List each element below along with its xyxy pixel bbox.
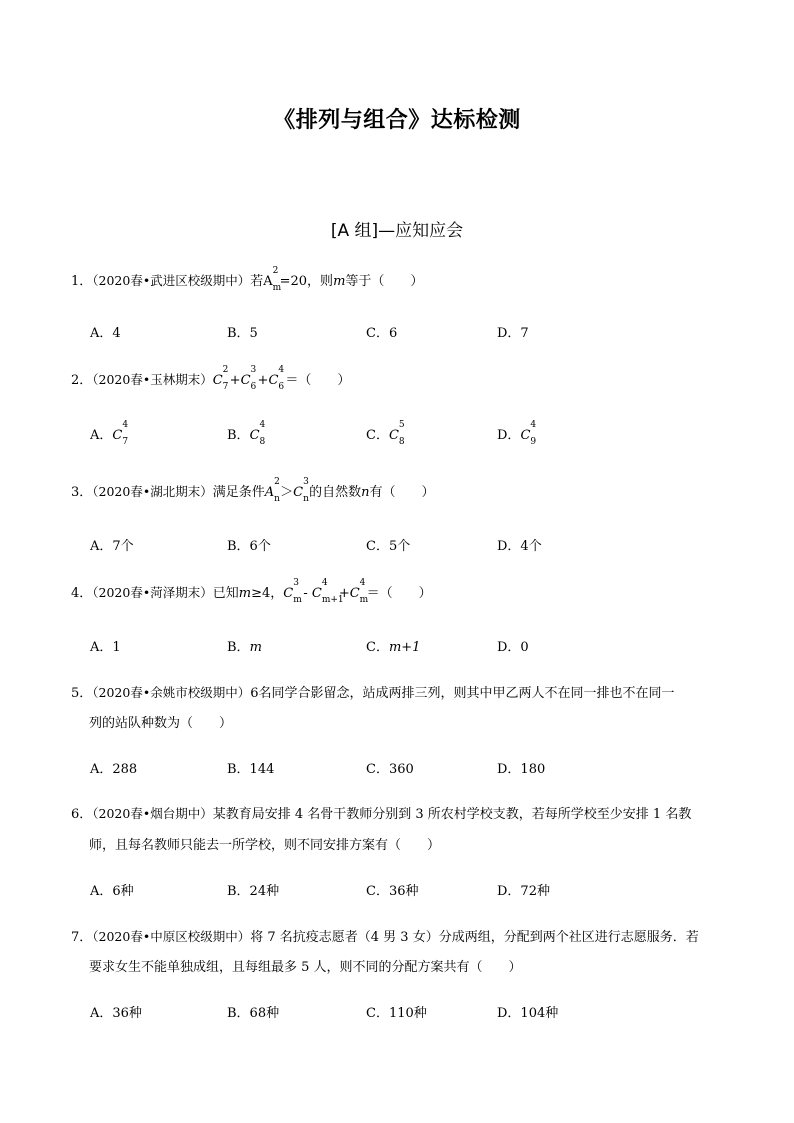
question-source: （2020春•烟台期中） (92, 806, 213, 821)
question-text: 等于（ ） (345, 274, 424, 289)
question-4 (71, 578, 432, 605)
option-b: B．C 4 8 (227, 420, 266, 447)
question-text: 将 7 名抗疫志愿者（4 男 3 女）分成两组，分配到两个社区进行志愿服务．若 (250, 930, 699, 945)
question-text: 6名同学合影留念，站成两排三列，则其中甲乙两人不在同一排也不在同一 (250, 686, 675, 701)
question-text: 若 (250, 274, 264, 289)
option-a: A．6种 (90, 884, 134, 899)
math-permutation: A 2 m (263, 266, 282, 293)
question-text: ≥4， (251, 586, 284, 601)
document-title: 《排列与组合》达标检测 (273, 108, 521, 133)
option-c: C．m+1 (366, 640, 421, 655)
question-5-continuation: 列的站队种数为（ ） (89, 716, 233, 731)
question-2 (71, 365, 351, 392)
math-variable: m (333, 274, 346, 289)
question-number: 6． (71, 807, 93, 822)
option-d: D．4个 (497, 539, 542, 554)
option-d: D．104种 (497, 1006, 559, 1021)
option-d: D．C 4 9 (497, 420, 537, 447)
option-a: A．36种 (90, 1006, 142, 1021)
math-variable: n (361, 485, 370, 500)
question-6-continuation: 师，且每名教师只能去一所学校，则不同安排方案有（ ） (89, 838, 441, 853)
option-b: B．24种 (227, 884, 280, 899)
question-text: 满足条件 (212, 485, 265, 500)
math-combination: C 3 n (293, 477, 309, 504)
option-c: C．36种 (366, 884, 419, 899)
question-number: 7． (71, 930, 93, 945)
question-source: （2020春•玉林期末） (92, 372, 213, 387)
question-6 (71, 806, 691, 823)
question-number: 1． (71, 274, 93, 289)
option-d: D．180 (497, 762, 546, 777)
math-combination: C 2 7 (212, 365, 229, 392)
question-text: 已知 (212, 586, 239, 601)
option-a: A．4 (90, 326, 121, 341)
option-c: C．5个 (366, 539, 411, 554)
question-number: 5． (71, 686, 93, 701)
math-combination: C 3 6 (240, 365, 257, 392)
question-source: （2020春•武进区校级期中） (92, 273, 251, 288)
math-combination: C 4 6 (268, 365, 285, 392)
math-combination: C 4 m+1 (311, 578, 344, 605)
math-operator: + (338, 586, 350, 601)
option-c: C．360 (366, 762, 414, 777)
question-7-continuation: 要求女生不能单独成组，且每组最多 5 人，则不同的分配方案共有（ ） (89, 960, 522, 975)
option-a: A．288 (90, 762, 138, 777)
math-operator: + (229, 373, 241, 388)
question-number: 3． (71, 485, 93, 500)
question-number: 2． (71, 373, 93, 388)
math-permutation: A 2 n (264, 477, 280, 504)
question-source: （2020春•湖北期末） (92, 484, 213, 499)
question-source: （2020春•余姚市校级期中） (92, 685, 251, 700)
math-operator: + (257, 373, 269, 388)
option-b: B．5 (227, 326, 258, 341)
group-title: [A 组]—应知应会 (330, 221, 464, 241)
math-operator: - (299, 586, 312, 601)
question-text: ＝（ ） (366, 586, 432, 601)
option-b: B．6个 (227, 539, 271, 554)
option-a: A．1 (90, 640, 121, 655)
question-text: =20，则 (279, 274, 334, 289)
option-b: B．m (227, 640, 262, 655)
option-c: C．C 5 8 (366, 420, 405, 447)
question-text: 有（ ） (369, 485, 435, 500)
question-7 (71, 929, 699, 946)
question-5 (71, 685, 675, 702)
option-c: C．110种 (366, 1006, 427, 1021)
math-combination: C 4 m (349, 578, 369, 605)
question-1 (71, 266, 424, 293)
option-d: D．7 (497, 326, 529, 341)
math-variable: m (238, 586, 252, 601)
question-text: ＝（ ） (285, 373, 351, 388)
question-text: 的自然数 (309, 485, 362, 500)
question-text: 某教育局安排 4 名骨干教师分别到 3 所农村学校支教，若每所学校至少安排 1 名教 (212, 807, 692, 822)
question-source: （2020春•菏泽期末） (92, 585, 213, 600)
option-b: B．68种 (227, 1006, 280, 1021)
option-d: D．0 (497, 640, 529, 655)
option-b: B．144 (227, 762, 275, 777)
option-d: D．72种 (497, 884, 550, 899)
option-c: C．6 (366, 326, 398, 341)
math-combination: C 3 m (283, 578, 302, 605)
question-3 (71, 477, 435, 504)
question-number: 4． (71, 586, 93, 601)
math-operator: ＞ (280, 485, 294, 500)
option-a: A．7个 (90, 539, 134, 554)
question-source: （2020春•中原区校级期中） (92, 929, 251, 944)
option-a: A．C 4 7 (90, 420, 129, 447)
